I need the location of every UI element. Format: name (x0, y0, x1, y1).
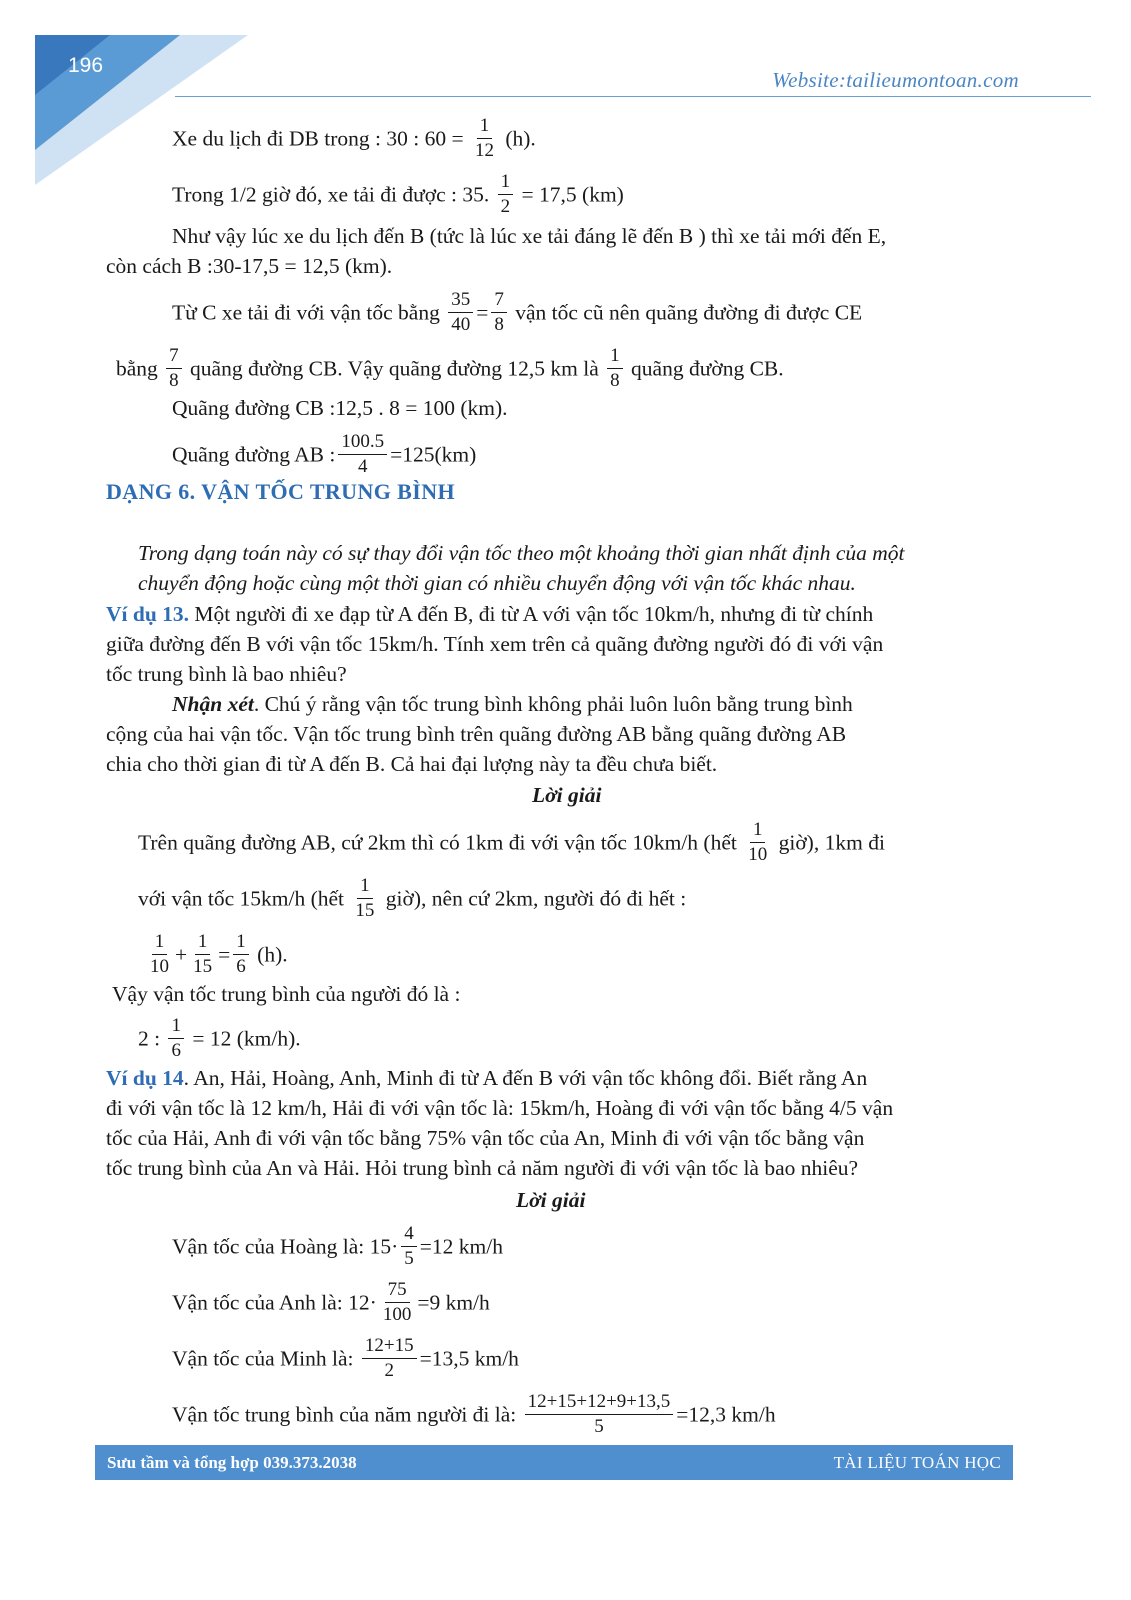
text-line: tốc của Hải, Anh đi với vận tốc bằng 75% vận tốc của An, Minh đi với vận tốc bằng vận (106, 1126, 865, 1150)
text-line: Trong 1/2 giờ đó, xe tải đi được : 35. $\frac{1}{2}$ = 17,5 (km) (172, 171, 624, 217)
fraction: $\frac{1}{8}$ (607, 344, 623, 393)
example-line: Ví dụ 13. Một người đi xe đạp từ A đến B, đi từ A với vận tốc 10km/h, nhưng đi từ chính (106, 602, 874, 626)
note-label: Nhận xét (172, 692, 254, 716)
text-line: với vận tốc 15km/h (hết $\frac{1}{15}$ giờ), nên cứ 2km, người đó đi hết : (138, 875, 687, 921)
fraction: $\frac{1}{6}$ (233, 930, 249, 979)
fraction: $\frac{12+15}{2}$ (362, 1334, 417, 1383)
equation-line: 2 : $\frac{1}{6}$ = 12 (km/h). (138, 1015, 301, 1061)
fraction: $\frac{4}{5}$ (401, 1222, 417, 1271)
intro-line: Trong dạng toán này có sự thay đổi vận tốc theo một khoảng thời gian nhất định của một (138, 541, 905, 565)
footer-bar (95, 1445, 1013, 1480)
text-line: Từ C xe tải đi với vận tốc bằng $\frac{35}{40}$ = $\frac{7}{8}$ vận tốc cũ nên quãng đường đi được CE (172, 289, 863, 335)
example-label: Ví dụ 14 (106, 1066, 184, 1090)
fraction: $\frac{1}{10}$ (150, 931, 169, 977)
fraction: $\frac{1}{12}$ (474, 115, 494, 161)
text-line: còn cách B :30-17,5 = 12,5 (km). (106, 254, 393, 278)
fraction: $\frac{100.5}{4}$ (338, 430, 387, 479)
text-line: Trên quãng đường AB, cứ 2km thì có 1km đi với vận tốc 10km/h (hết $\frac{1}{10}$ giờ), 1km đi (138, 819, 885, 865)
corner-decoration (0, 0, 260, 200)
text-line: chia cho thời gian đi từ A đến B. Cả hai đại lượng này ta đều chưa biết. (106, 752, 718, 776)
text-line: Vậy vận tốc trung bình của người đó là : (112, 982, 461, 1006)
example-line: Ví dụ 14. An, Hải, Hoàng, Anh, Minh đi từ A đến B với vận tốc không đổi. Biết rằng An (106, 1066, 868, 1090)
fraction: $\frac{1}{2}$ (498, 170, 514, 219)
text-line: đi với vận tốc là 12 km/h, Hải đi với vận tốc là: 15km/h, Hoàng đi với vận tốc bằng 4/5 vận (106, 1096, 894, 1120)
text-line: Như vậy lúc xe du lịch đến B (tức là lúc xe tải đáng lẽ đến B ) thì xe tải mới đến E, (172, 224, 887, 248)
fraction: $\frac{7}{8}$ (166, 344, 182, 393)
fraction: $\frac{35}{40}$ (448, 288, 473, 337)
example-label: Ví dụ 13. (106, 602, 190, 626)
fraction: $\frac{75}{100}$ (382, 1279, 412, 1325)
text-line: cộng của hai vận tốc. Vận tốc trung bình trên quãng đường AB bằng quãng đường AB (106, 722, 847, 746)
note-line: Nhận xét. Chú ý rằng vận tốc trung bình không phải luôn luôn bằng trung bình (172, 692, 853, 716)
equation-line: $\frac{1}{10}$ + $\frac{1}{15}$ = $\frac{1}{6}$ (h). (144, 932, 288, 981)
text-line: Quãng đường AB : $\frac{100.5}{4}$ =125(km) (172, 431, 477, 477)
text-line: bằng $\frac{7}{8}$ quãng đường CB. Vậy quãng đường 12,5 km là $\frac{1}{8}$ quãng đường CB. (116, 345, 784, 391)
footer-left: Sưu tầm và tổng hợp 039.373.2038 (107, 1452, 357, 1472)
text-line: giữa đường đến B với vận tốc 15km/h. Tính xem trên cả quãng đường người đó đi với vận (106, 632, 884, 656)
solution-title: Lời giải (532, 783, 602, 807)
text-line: tốc trung bình là bao nhiêu? (106, 662, 347, 686)
equation-line: Vận tốc của Anh là: 12· $\frac{75}{100}$ =9 km/h (172, 1279, 490, 1325)
intro-line: chuyển động hoặc cùng một thời gian có nhiều chuyển động với vận tốc khác nhau. (138, 571, 856, 595)
website-label: Website:tailieumontoan.com (772, 68, 1019, 92)
solution-title: Lời giải (516, 1188, 586, 1212)
fraction: $\frac{7}{8}$ (491, 288, 507, 337)
equation-line: Vận tốc của Hoàng là: 15· $\frac{4}{5}$ =12 km/h (172, 1223, 503, 1269)
footer-right: TÀI LIỆU TOÁN HỌC (833, 1452, 1001, 1472)
fraction: $\frac{1}{15}$ (193, 931, 213, 977)
fraction: $\frac{1}{6}$ (168, 1014, 184, 1063)
fraction: $\frac{1}{15}$ (355, 875, 375, 921)
fraction: $\frac{12+15+12+9+13,5}{5}$ (525, 1390, 674, 1439)
text-line: tốc trung bình của An và Hải. Hỏi trung bình cả năm người đi với vận tốc là bao nhiêu? (106, 1156, 859, 1180)
section-heading: DẠNG 6. VẬN TỐC TRUNG BÌNH (106, 479, 456, 504)
page-number: 196 (68, 54, 104, 77)
equation-line: Vận tốc trung bình của năm người đi là: $\frac{12+15+12+9+13,5}{5}$ =12,3 km/h (172, 1391, 776, 1437)
equation-line: Vận tốc của Minh là: $\frac{12+15}{2}$ =13,5 km/h (172, 1335, 519, 1381)
text-line: Quãng đường CB :12,5 . 8 = 100 (km). (172, 396, 508, 420)
fraction: $\frac{1}{10}$ (748, 819, 768, 865)
text-line: Xe du lịch đi DB trong : 30 : 60 = $\frac{1}{12}$ (h). (172, 115, 536, 161)
header-rule (175, 96, 1091, 97)
